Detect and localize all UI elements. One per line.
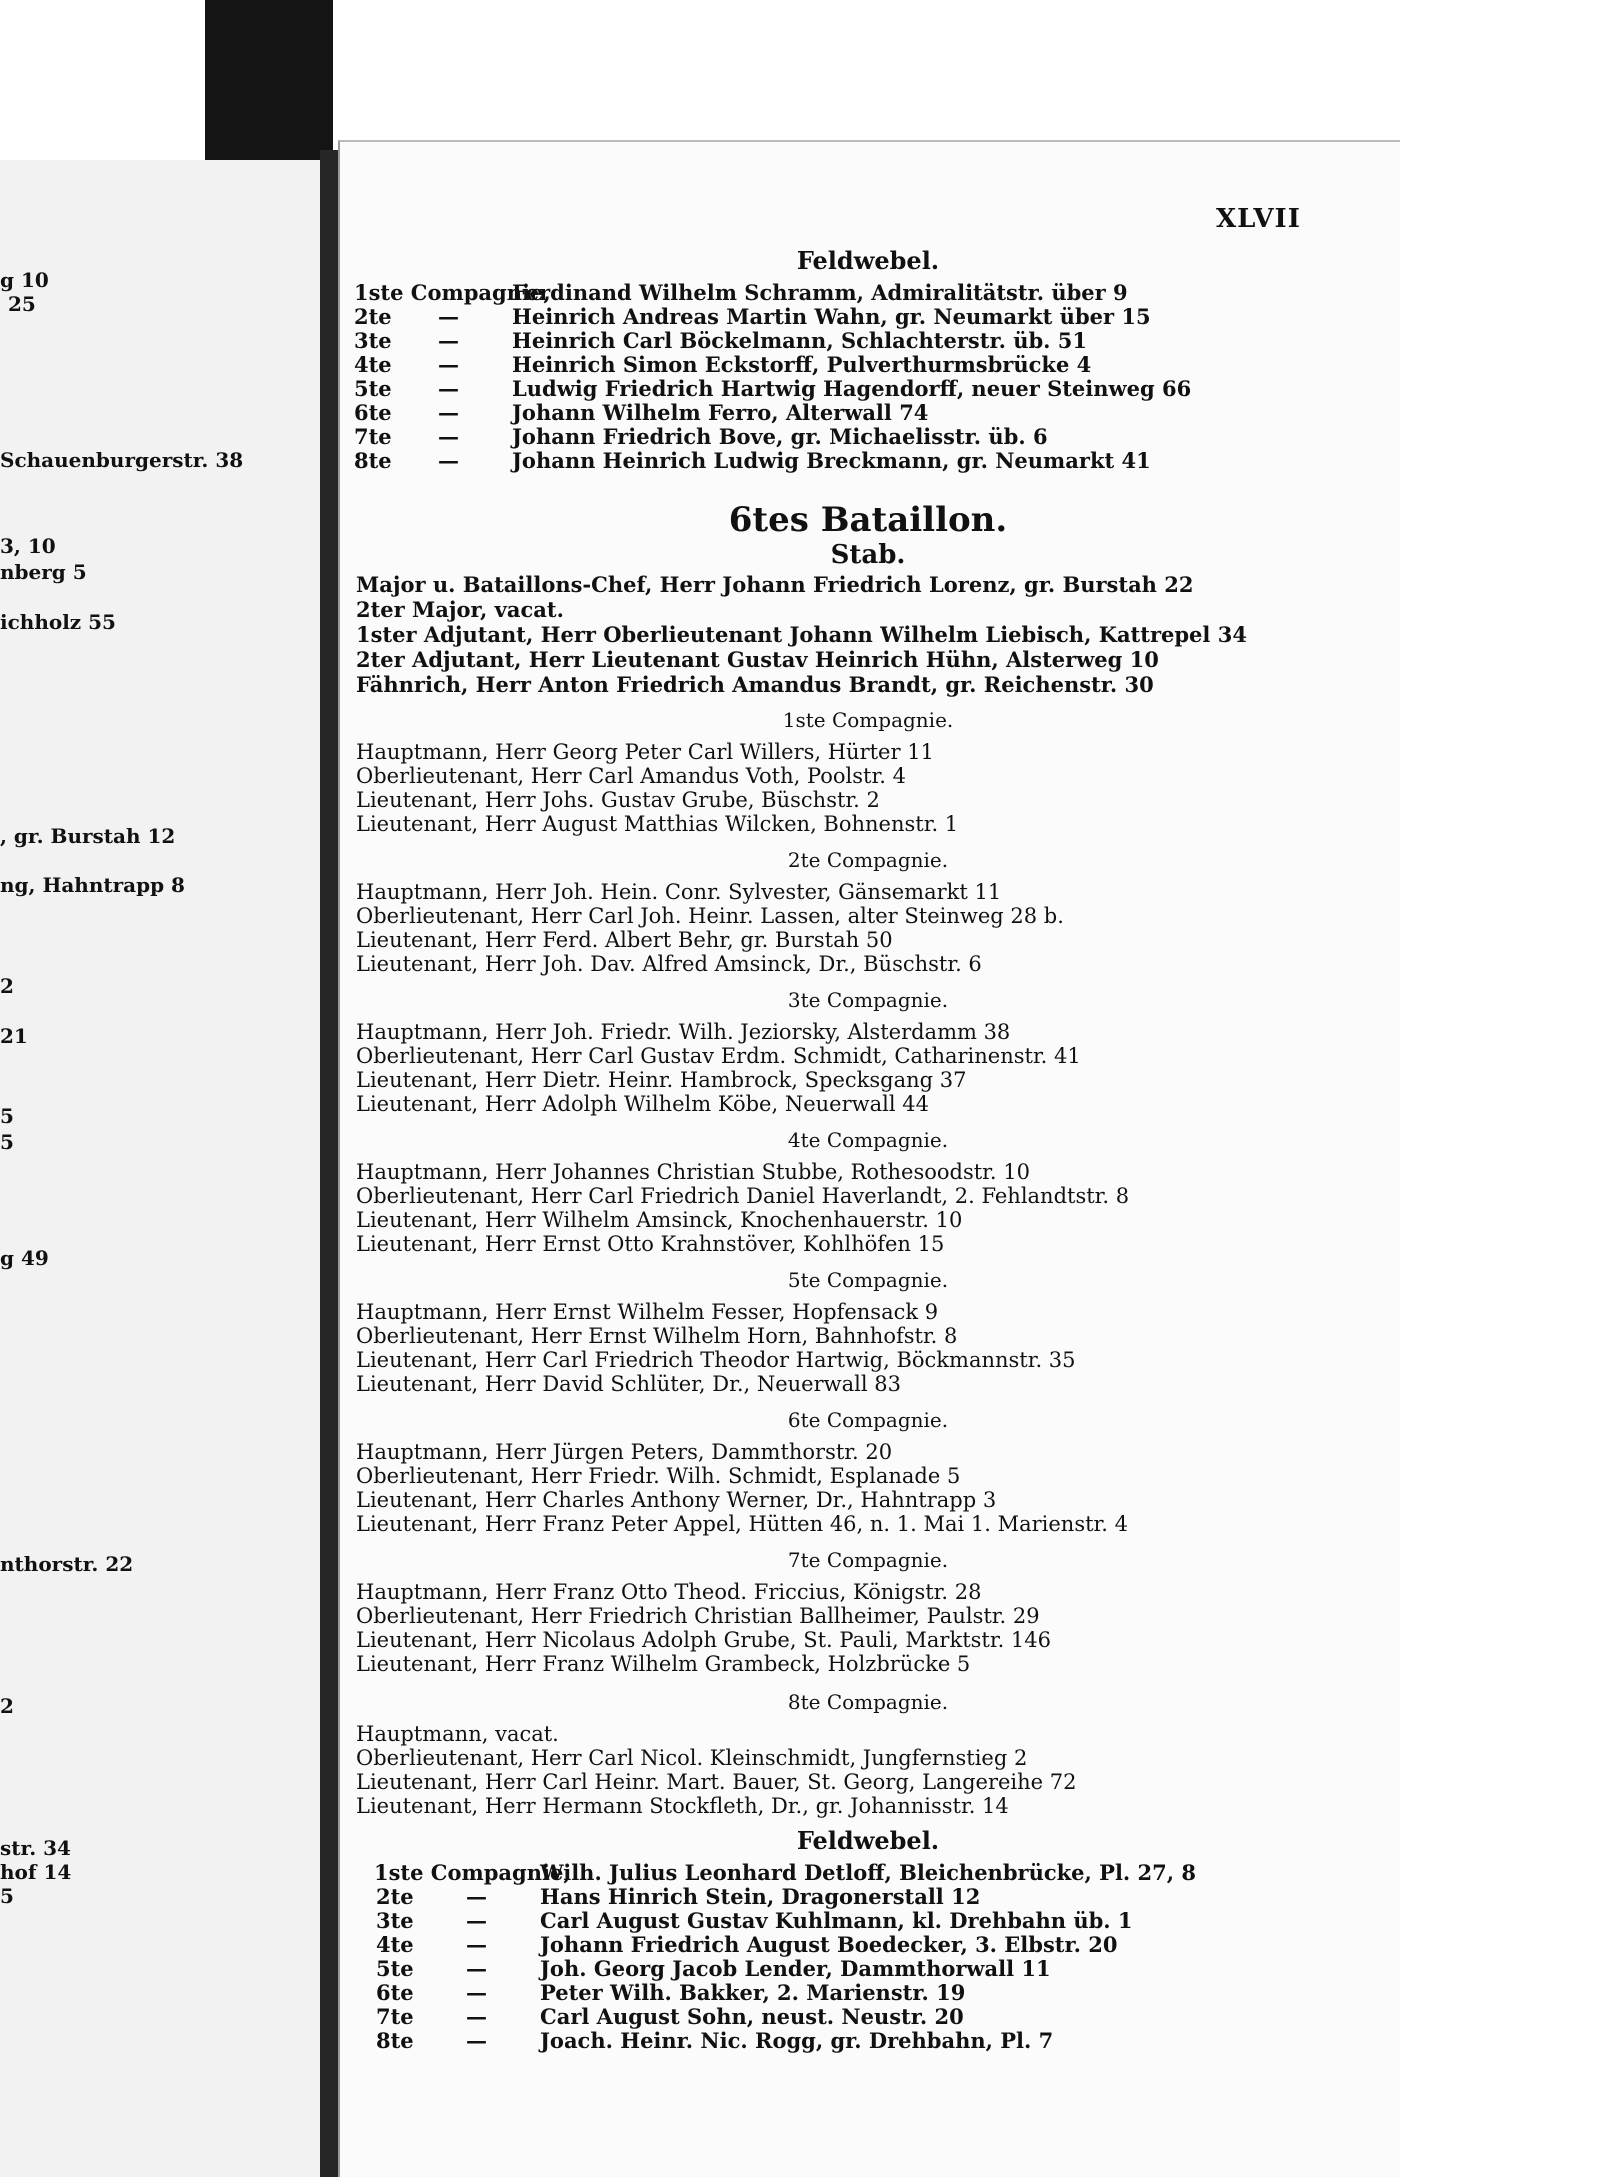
company-label: 4te [376,1932,414,1957]
company-heading: 4te Compagnie. [787,1128,949,1152]
ditto-dash: — [438,400,459,425]
company-label: 2te [376,1884,414,1909]
book-gutter [320,150,338,2177]
feldwebel-name: Johann Friedrich August Boedecker, 3. Elbstr. 20 [540,1932,1118,1957]
officer-line: Lieutenant, Herr Wilhelm Amsinck, Knochenhauerstr. 10 [356,1208,963,1232]
stab-line: Major u. Bataillons-Chef, Herr Johann Friedrich Lorenz, gr. Burstah 22 [356,572,1194,597]
ditto-dash: — [466,2028,487,2053]
ditto-dash: — [466,2004,487,2029]
company-label: 8te [354,448,392,473]
officer-line: Lieutenant, Herr August Matthias Wilcken, Bohnenstr. 1 [356,812,959,836]
officer-line: Lieutenant, Herr David Schlüter, Dr., Neuerwall 83 [356,1372,901,1396]
ditto-dash: — [466,1932,487,1957]
officer-line: Hauptmann, vacat. [356,1722,559,1746]
company-heading: 3te Compagnie. [787,988,949,1012]
officer-line: Lieutenant, Herr Hermann Stockfleth, Dr., gr. Johannisstr. 14 [356,1794,1009,1818]
stab-line: Fähnrich, Herr Anton Friedrich Amandus Brandt, gr. Reichenstr. 30 [356,672,1154,697]
officer-line: Lieutenant, Herr Joh. Dav. Alfred Amsinck, Dr., Büschstr. 6 [356,952,982,976]
feldwebel-name: Joh. Georg Jacob Lender, Dammthorwall 11 [540,1956,1051,1981]
officer-line: Oberlieutenant, Herr Carl Gustav Erdm. Schmidt, Catharinenstr. 41 [356,1044,1081,1068]
feldwebel-name: Wilh. Julius Leonhard Detloff, Bleichenbrücke, Pl. 27, 8 [540,1860,1197,1885]
feldwebel-name: Heinrich Carl Böckelmann, Schlachterstr. üb. 51 [512,328,1088,353]
officer-line: Lieutenant, Herr Johs. Gustav Grube, Büschstr. 2 [356,788,880,812]
page-number: XLVII [1216,204,1301,234]
officer-line: Hauptmann, Herr Franz Otto Theod. Friccius, Königstr. 28 [356,1580,982,1604]
feldwebel-name: Heinrich Simon Eckstorff, Pulverthurmsbrücke 4 [512,352,1092,377]
officer-line: Lieutenant, Herr Franz Wilhelm Grambeck, Holzbrücke 5 [356,1652,971,1676]
ditto-dash: — [466,1980,487,2005]
left-fragment: nthorstr. 22 [0,1552,134,1576]
company-label: 1ste Compagnie, [354,280,551,305]
feldwebel-name: Carl August Sohn, neust. Neustr. 20 [540,2004,964,2029]
left-fragment: 21 [0,1024,28,1048]
company-label: 6te [376,1980,414,2005]
officer-line: Lieutenant, Herr Nicolaus Adolph Grube, St. Pauli, Marktstr. 146 [356,1628,1052,1652]
feldwebel-heading: Feldwebel. [796,246,940,275]
feldwebel-name: Johann Wilhelm Ferro, Alterwall 74 [512,400,929,425]
left-fragment: ng, Hahntrapp 8 [0,873,185,897]
feldwebel-name: Ferdinand Wilhelm Schramm, Admiralitätstr. über 9 [512,280,1128,305]
company-label: 3te [354,328,392,353]
officer-line: Oberlieutenant, Herr Carl Amandus Voth, Poolstr. 4 [356,764,906,788]
feldwebel-name: Hans Hinrich Stein, Dragonerstall 12 [540,1884,981,1909]
battalion-heading: 6tes Bataillon. [728,500,1008,540]
left-fragment: g 10 [0,268,49,292]
left-fragment: ichholz 55 [0,610,116,634]
company-heading: 5te Compagnie. [787,1268,949,1292]
stab-line: 2ter Major, vacat. [356,597,564,622]
officer-line: Lieutenant, Herr Franz Peter Appel, Hütten 46, n. 1. Mai 1. Marienstr. 4 [356,1512,1128,1536]
ditto-dash: — [438,352,459,377]
ditto-dash: — [438,304,459,329]
company-label: 8te [376,2028,414,2053]
feldwebel-name: Heinrich Andreas Martin Wahn, gr. Neumarkt über 15 [512,304,1151,329]
stab-heading: Stab. [830,540,906,570]
left-fragment: 3, 10 [0,534,56,558]
company-heading: 8te Compagnie. [787,1690,949,1714]
left-fragment: , gr. Burstah 12 [0,824,176,848]
scanner-shadow [205,0,333,170]
officer-line: Hauptmann, Herr Ernst Wilhelm Fesser, Hopfensack 9 [356,1300,939,1324]
left-fragment: 25 [8,292,36,316]
left-fragment: 5 [0,1104,14,1128]
officer-line: Hauptmann, Herr Georg Peter Carl Willers, Hürter 11 [356,740,934,764]
officer-line: Lieutenant, Herr Ferd. Albert Behr, gr. Burstah 50 [356,928,893,952]
officer-line: Hauptmann, Herr Joh. Hein. Conr. Sylvester, Gänsemarkt 11 [356,880,1002,904]
ditto-dash: — [438,376,459,401]
company-label: 5te [376,1956,414,1981]
left-fragment: 5 [0,1130,14,1154]
left-fragment: nberg 5 [0,560,87,584]
left-fragment: Schauenburgerstr. 38 [0,448,244,472]
officer-line: Oberlieutenant, Herr Carl Friedrich Daniel Haverlandt, 2. Fehlandtstr. 8 [356,1184,1130,1208]
company-heading: 2te Compagnie. [787,848,949,872]
ditto-dash: — [466,1956,487,1981]
left-fragment: hof 14 [0,1860,72,1884]
officer-line: Lieutenant, Herr Ernst Otto Krahnstöver, Kohlhöfen 15 [356,1232,945,1256]
company-label: 7te [354,424,392,449]
officer-line: Oberlieutenant, Herr Carl Joh. Heinr. Lassen, alter Steinweg 28 b. [356,904,1064,928]
stab-line: 1ster Adjutant, Herr Oberlieutenant Johann Wilhelm Liebisch, Kattrepel 34 [356,622,1247,647]
ditto-dash: — [466,1908,487,1933]
officer-line: Lieutenant, Herr Adolph Wilhelm Köbe, Neuerwall 44 [356,1092,929,1116]
feldwebel-name: Johann Friedrich Bove, gr. Michaelisstr. üb. 6 [512,424,1048,449]
feldwebel-name: Joach. Heinr. Nic. Rogg, gr. Drehbahn, Pl. 7 [540,2028,1054,2053]
left-fragment: 2 [0,1694,14,1718]
officer-line: Lieutenant, Herr Charles Anthony Werner, Dr., Hahntrapp 3 [356,1488,997,1512]
company-label: 7te [376,2004,414,2029]
feldwebel-name: Peter Wilh. Bakker, 2. Marienstr. 19 [540,1980,966,2005]
left-fragment: g 49 [0,1246,49,1270]
officer-line: Oberlieutenant, Herr Friedr. Wilh. Schmidt, Esplanade 5 [356,1464,961,1488]
company-label: 5te [354,376,392,401]
officer-line: Oberlieutenant, Herr Carl Nicol. Kleinschmidt, Jungfernstieg 2 [356,1746,1028,1770]
officer-line: Oberlieutenant, Herr Ernst Wilhelm Horn, Bahnhofstr. 8 [356,1324,958,1348]
company-label: 3te [376,1908,414,1933]
company-label: 2te [354,304,392,329]
company-heading: 1ste Compagnie. [782,708,954,732]
officer-line: Lieutenant, Herr Carl Friedrich Theodor Hartwig, Böckmannstr. 35 [356,1348,1076,1372]
left-fragment: 2 [0,974,14,998]
officer-line: Lieutenant, Herr Carl Heinr. Mart. Bauer, St. Georg, Langereihe 72 [356,1770,1077,1794]
officer-line: Oberlieutenant, Herr Friedrich Christian Ballheimer, Paulstr. 29 [356,1604,1040,1628]
company-label: 6te [354,400,392,425]
feldwebel-name: Johann Heinrich Ludwig Breckmann, gr. Neumarkt 41 [512,448,1151,473]
ditto-dash: — [438,328,459,353]
ditto-dash: — [438,424,459,449]
stab-line: 2ter Adjutant, Herr Lieutenant Gustav Heinrich Hühn, Alsterweg 10 [356,647,1159,672]
feldwebel-name: Carl August Gustav Kuhlmann, kl. Drehbahn üb. 1 [540,1908,1133,1933]
officer-line: Hauptmann, Herr Joh. Friedr. Wilh. Jeziorsky, Alsterdamm 38 [356,1020,1011,1044]
feldwebel-name: Ludwig Friedrich Hartwig Hagendorff, neuer Steinweg 66 [512,376,1192,401]
company-label: 4te [354,352,392,377]
officer-line: Lieutenant, Herr Dietr. Heinr. Hambrock, Specksgang 37 [356,1068,967,1092]
company-heading: 7te Compagnie. [787,1548,949,1572]
ditto-dash: — [466,1884,487,1909]
left-fragment: 5 [0,1884,14,1908]
officer-line: Hauptmann, Herr Johannes Christian Stubbe, Rothesoodstr. 10 [356,1160,1030,1184]
company-heading: 6te Compagnie. [787,1408,949,1432]
company-label: 1ste Compagnie, [374,1860,571,1885]
left-fragment: str. 34 [0,1836,71,1860]
officer-line: Hauptmann, Herr Jürgen Peters, Dammthorstr. 20 [356,1440,893,1464]
feldwebel-heading: Feldwebel. [796,1826,940,1855]
ditto-dash: — [438,448,459,473]
